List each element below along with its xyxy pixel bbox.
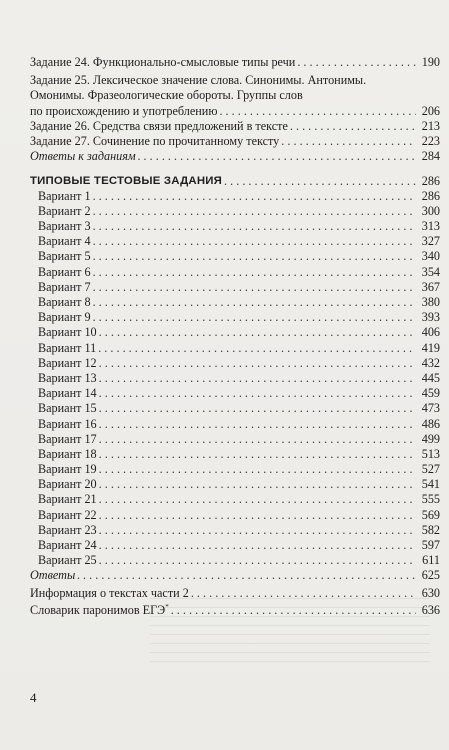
toc-entry-page: 555 — [421, 492, 440, 507]
toc-entry-title: Задание 27. Сочинение по прочитанному тексту — [30, 134, 280, 149]
toc-entry-title: Вариант 13 — [38, 370, 97, 385]
leader-dots — [99, 417, 416, 432]
toc-entry-page: 582 — [421, 522, 440, 537]
toc-entry-answers-tasks[interactable] — [30, 149, 440, 164]
leader-dots — [93, 310, 416, 325]
leader-dots — [99, 508, 416, 523]
leader-dots — [99, 356, 416, 371]
dict-title-text: Словарик паронимов ЕГЭ — [30, 602, 166, 617]
toc-entry-title: Ответы — [30, 568, 76, 583]
toc-entry-title: Вариант 9 — [38, 310, 91, 325]
toc-entry-title: Задание 24. Функционально-смысловые типы речи — [30, 55, 296, 70]
toc-entry-title: Вариант 4 — [38, 234, 91, 249]
section-gap — [30, 164, 440, 173]
toc-entry-title: Вариант 1 — [38, 188, 91, 203]
leader-dots — [99, 553, 416, 568]
toc-entry-variant[interactable] — [30, 553, 440, 568]
toc-entry-title: Вариант 22 — [38, 507, 97, 522]
leader-dots — [224, 174, 416, 189]
section-title: ТИПОВЫЕ ТЕСТОВЫЕ ЗАДАНИЯ — [30, 174, 223, 187]
toc-entry-variant[interactable] — [30, 462, 440, 477]
toc-entry-variant[interactable] — [30, 371, 440, 386]
toc-entry-title-line1: Задание 25. Лексическое значение слова. Синонимы. Антонимы. — [30, 73, 367, 88]
toc-entry-27[interactable] — [30, 134, 440, 149]
toc-entry-title: Вариант 24 — [38, 538, 97, 553]
toc-entry-page: 630 — [421, 585, 440, 600]
toc-entry-title: Вариант 2 — [38, 203, 91, 218]
toc-entry-title: Задание 26. Средства связи предложений в тексте — [30, 118, 288, 133]
toc-entry-title: Вариант 14 — [38, 386, 97, 401]
leader-dots — [99, 371, 416, 386]
leader-dots — [93, 265, 416, 280]
leader-dots — [99, 477, 416, 492]
leader-dots — [93, 280, 416, 295]
toc-entry-page: 445 — [421, 370, 440, 385]
toc-entry-page: 284 — [421, 149, 440, 164]
toc-entry-title: Вариант 10 — [38, 325, 97, 340]
leader-dots — [99, 386, 416, 401]
toc-entry-variant[interactable] — [30, 189, 440, 204]
toc-entry-title: Вариант 19 — [38, 462, 97, 477]
toc-entry-page: 597 — [421, 538, 440, 553]
toc-entry-page: 327 — [421, 234, 440, 249]
toc-entry-title: Вариант 11 — [38, 340, 97, 355]
toc-entry-variant[interactable] — [30, 204, 440, 219]
toc-entry-title: Вариант 18 — [38, 446, 97, 461]
toc-entry-page: 499 — [421, 431, 440, 446]
toc-entry-variant[interactable] — [30, 538, 440, 553]
toc-entry-26[interactable] — [30, 119, 440, 134]
toc-entry-variant[interactable] — [30, 249, 440, 264]
toc-entry-title: Информация о текстах части 2 — [30, 585, 189, 600]
toc-entry-page: 473 — [421, 401, 440, 416]
toc-entry-title — [30, 600, 169, 618]
toc-entry-page: 513 — [421, 446, 440, 461]
toc-entry-title: Вариант 12 — [38, 355, 97, 370]
toc-entry-title: Вариант 23 — [38, 522, 97, 537]
leader-dots — [219, 104, 416, 119]
toc-entry-page: 313 — [421, 219, 440, 234]
toc-entry-page: 459 — [421, 386, 440, 401]
toc-entry-dictionary[interactable] — [30, 603, 440, 618]
toc-entry-title: Вариант 16 — [38, 416, 97, 431]
section-page: 286 — [421, 173, 440, 188]
toc-entry-page: 190 — [421, 55, 440, 70]
toc-entry-page: 367 — [421, 279, 440, 294]
footnote-mark: * — [165, 602, 169, 611]
leader-dots — [93, 295, 416, 310]
toc-entry-page: 286 — [421, 188, 440, 203]
toc-section-heading[interactable] — [30, 173, 440, 188]
leader-dots — [99, 325, 416, 340]
toc-entry-page: 541 — [421, 477, 440, 492]
toc-entry-24[interactable] — [30, 55, 440, 70]
page-number: 4 — [30, 690, 37, 705]
leader-dots — [191, 586, 416, 601]
toc-entry-title: Вариант 5 — [38, 249, 91, 264]
toc-entry-page: 206 — [421, 103, 440, 118]
leader-dots — [281, 134, 416, 149]
leader-dots — [93, 189, 416, 204]
toc-entry-page: 213 — [421, 118, 440, 133]
leader-dots — [171, 603, 416, 618]
toc-entry-page: 393 — [421, 310, 440, 325]
leader-dots — [138, 149, 416, 164]
toc-entry-variant[interactable] — [30, 295, 440, 310]
toc-entry-title: Вариант 25 — [38, 553, 97, 568]
table-of-contents — [30, 55, 440, 618]
toc-entry-title: Вариант 7 — [38, 279, 91, 294]
leader-dots — [99, 447, 416, 462]
toc-entry-page: 611 — [422, 553, 440, 568]
toc-entry-variant[interactable] — [30, 386, 440, 401]
toc-entry-page: 419 — [421, 340, 440, 355]
toc-entry-variant[interactable] — [30, 432, 440, 447]
toc-entry-page: 432 — [421, 355, 440, 370]
leader-dots — [290, 119, 416, 134]
toc-entry-25[interactable] — [30, 73, 440, 119]
toc-entry-answers[interactable] — [30, 568, 440, 583]
leader-dots — [93, 234, 416, 249]
toc-entry-title-line2: Омонимы. Фразеологические обороты. Группы слов — [30, 88, 303, 103]
toc-entry-variant[interactable] — [30, 219, 440, 234]
variants-list — [30, 189, 440, 569]
toc-entry-title: Вариант 15 — [38, 401, 97, 416]
toc-entry-variant[interactable] — [30, 523, 440, 538]
toc-entry-variant[interactable] — [30, 507, 440, 522]
toc-entry-title-line3: по происхождению и употреблению — [30, 103, 218, 118]
leader-dots — [99, 538, 416, 553]
leader-dots — [297, 55, 416, 70]
toc-entry-page: 380 — [421, 295, 440, 310]
toc-entry-title: Вариант 21 — [38, 492, 97, 507]
toc-entry-variant[interactable] — [30, 340, 440, 355]
toc-entry-variant[interactable] — [30, 356, 440, 371]
toc-entry-title: Ответы к заданиям — [30, 149, 136, 164]
toc-entry-title: Вариант 20 — [38, 477, 97, 492]
leader-dots — [93, 204, 416, 219]
leader-dots — [99, 432, 416, 447]
toc-entry-title: Вариант 3 — [38, 219, 91, 234]
toc-entry-variant[interactable] — [30, 492, 440, 507]
leader-dots — [99, 492, 416, 507]
toc-entry-variant[interactable] — [30, 416, 440, 431]
toc-entry-variant[interactable] — [30, 280, 440, 295]
toc-entry-title: Вариант 6 — [38, 264, 91, 279]
toc-entry-title: Вариант 8 — [38, 295, 91, 310]
toc-entry-page: 354 — [421, 264, 440, 279]
toc-entry-page: 300 — [421, 203, 440, 218]
toc-entry-variant[interactable] — [30, 234, 440, 249]
leader-dots — [98, 341, 416, 356]
toc-entry-variant[interactable] — [30, 401, 440, 416]
toc-entry-page: 223 — [421, 134, 440, 149]
toc-entry-page: 340 — [421, 249, 440, 264]
leader-dots — [93, 249, 416, 264]
toc-entry-page: 527 — [421, 462, 440, 477]
toc-entry-page: 406 — [421, 325, 440, 340]
leader-dots — [99, 523, 416, 538]
toc-entry-variant[interactable] — [30, 310, 440, 325]
toc-entry-info[interactable] — [30, 585, 440, 600]
leader-dots — [99, 401, 416, 416]
leader-dots — [93, 219, 416, 234]
toc-entry-title: Вариант 17 — [38, 431, 97, 446]
toc-entry-variant[interactable] — [30, 477, 440, 492]
toc-entry-variant[interactable] — [30, 325, 440, 340]
leader-dots — [99, 462, 416, 477]
toc-entry-page: 636 — [421, 602, 440, 617]
toc-entry-variant[interactable] — [30, 447, 440, 462]
leader-dots — [77, 568, 416, 583]
toc-entry-page: 625 — [421, 568, 440, 583]
toc-entry-page: 569 — [421, 507, 440, 522]
toc-entry-variant[interactable] — [30, 264, 440, 279]
toc-entry-page: 486 — [421, 416, 440, 431]
